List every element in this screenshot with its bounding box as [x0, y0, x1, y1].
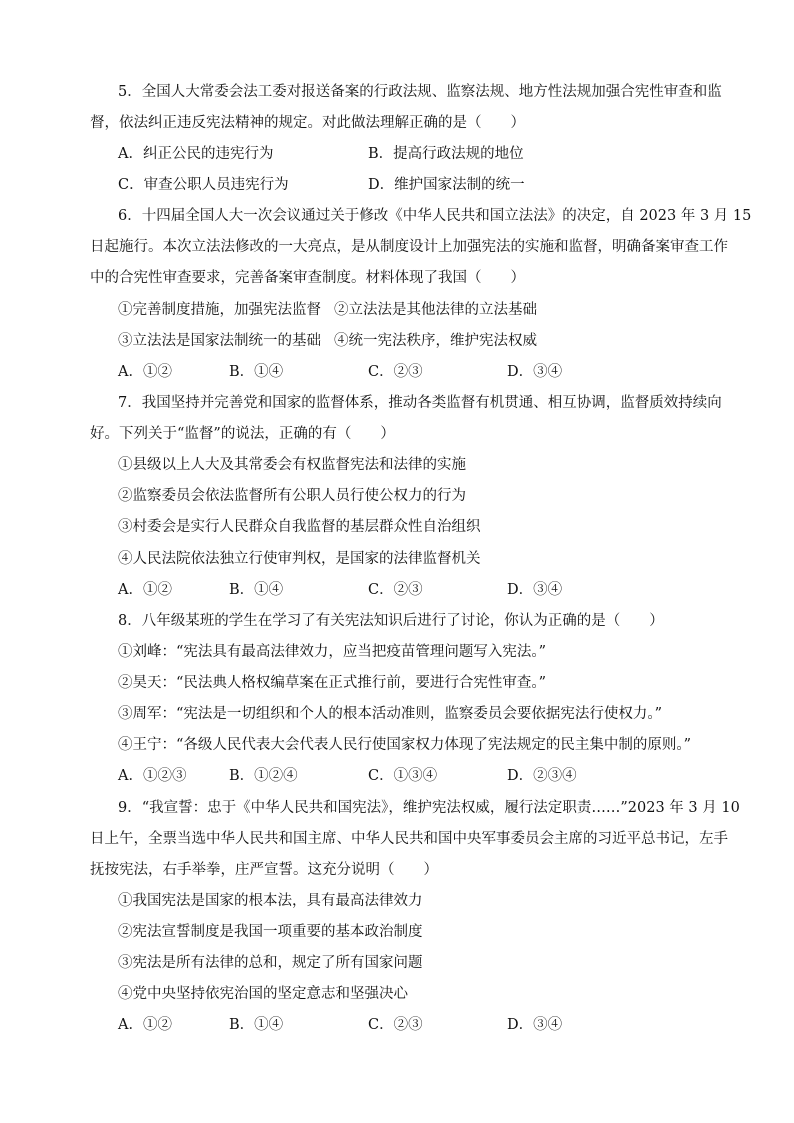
q7-stem-line-2: 好。下列关于“监督”的说法，正确的有（ ）	[90, 426, 395, 442]
q9-statement-1: ①我国宪法是国家的根本法，具有最高法律效力	[118, 893, 423, 909]
q6-statement-2: ②立法法是其他法律的立法基础	[334, 302, 537, 318]
q7-statement-2: ②监察委员会依法监督所有公职人员行使公权力的行为	[118, 488, 466, 504]
q5-option-b[interactable]: B．提高行政法规的地位	[368, 146, 524, 162]
q6-statement-1: ①完善制度措施，加强宪法监督	[118, 302, 321, 318]
q6-stem-line-3: 中的合宪性审查要求，完善备案审查制度。材料体现了我国（ ）	[90, 270, 525, 286]
q7-option-c[interactable]: C．②③	[368, 582, 423, 598]
q5-option-d[interactable]: D．维护国家法制的统一	[368, 177, 525, 193]
q9-option-d[interactable]: D．③④	[507, 1017, 563, 1033]
q6-option-b[interactable]: B．①④	[229, 364, 284, 380]
q5-stem-line-1: 5．全国人大常委会法工委对报送备案的行政法规、监察法规、地方性法规加强合宪性审查和监	[118, 84, 722, 100]
q6-stem-line-1: 6．十四届全国人大一次会议通过关于修改《中华人民共和国立法法》的决定，自 2023 年 3 月 15	[118, 208, 752, 224]
q7-statement-3: ③村委会是实行人民群众自我监督的基层群众性自治组织	[118, 519, 481, 535]
q8-option-d[interactable]: D．②③④	[507, 768, 577, 784]
q8-option-b[interactable]: B．①②④	[229, 768, 298, 784]
q9-statement-2: ②宪法宣誓制度是我国一项重要的基本政治制度	[118, 924, 423, 940]
q8-option-a[interactable]: A．①②③	[118, 768, 187, 784]
q7-option-d[interactable]: D．③④	[507, 582, 563, 598]
q9-statement-4: ④党中央坚持依宪治国的坚定意志和坚强决心	[118, 986, 408, 1002]
q6-stem-line-2: 日起施行。本次立法法修改的一大亮点，是从制度设计上加强宪法的实施和监督，明确备案审查工作	[90, 239, 728, 255]
q9-option-c[interactable]: C．②③	[368, 1017, 423, 1033]
q5-stem-line-2: 督，依法纠正违反宪法精神的规定。对此做法理解正确的是（ ）	[90, 115, 525, 131]
q8-stem-line-1: 8．八年级某班的学生在学习了有关宪法知识后进行了讨论，你认为正确的是（ ）	[118, 613, 664, 629]
q7-statement-4: ④人民法院依法独立行使审判权，是国家的法律监督机关	[118, 551, 481, 567]
q9-stem-line-3: 抚按宪法，右手举拳，庄严宣誓。这充分说明（ ）	[90, 862, 438, 878]
q6-option-a[interactable]: A．①②	[118, 364, 172, 380]
q7-option-a[interactable]: A．①②	[118, 582, 172, 598]
q9-stem-line-2: 日上午，全票当选中华人民共和国主席、中华人民共和国中央军事委员会主席的习近平总书记，左手	[90, 831, 728, 847]
q5-option-c[interactable]: C．审查公职人员违宪行为	[118, 177, 289, 193]
q8-option-c[interactable]: C．①③④	[368, 768, 438, 784]
q7-statement-1: ①县级以上人大及其常委会有权监督宪法和法律的实施	[118, 457, 466, 473]
q9-option-a[interactable]: A．①②	[118, 1017, 172, 1033]
q6-option-d[interactable]: D．③④	[507, 364, 563, 380]
q8-statement-4: ④王宁：“各级人民代表大会代表人民行使国家权力体现了宪法规定的民主集中制的原则。”	[118, 737, 692, 753]
q6-option-c[interactable]: C．②③	[368, 364, 423, 380]
q5-option-a[interactable]: A．纠正公民的违宪行为	[118, 146, 274, 162]
q9-stem-line-1: 9．“我宣誓：忠于《中华人民共和国宪法》，维护宪法权威，履行法定职责……”2023 年 3 月 10	[118, 800, 740, 816]
q9-statement-3: ③宪法是所有法律的总和，规定了所有国家问题	[118, 955, 423, 971]
q6-statement-4: ④统一宪法秩序，维护宪法权威	[334, 333, 537, 349]
q8-statement-2: ②昊天：“民法典人格权编草案在正式推行前，要进行合宪性审查。”	[118, 675, 547, 691]
q7-option-b[interactable]: B．①④	[229, 582, 284, 598]
q7-stem-line-1: 7．我国坚持并完善党和国家的监督体系，推动各类监督有机贯通、相互协调，监督质效持续向	[118, 395, 722, 411]
q8-statement-3: ③周军：“宪法是一切组织和个人的根本活动准则，监察委员会要依据宪法行使权力。”	[118, 706, 663, 722]
q9-option-b[interactable]: B．①④	[229, 1017, 284, 1033]
q6-statement-3: ③立法法是国家法制统一的基础	[118, 333, 321, 349]
q8-statement-1: ①刘峰：“宪法具有最高法律效力，应当把疫苗管理问题写入宪法。”	[118, 644, 547, 660]
